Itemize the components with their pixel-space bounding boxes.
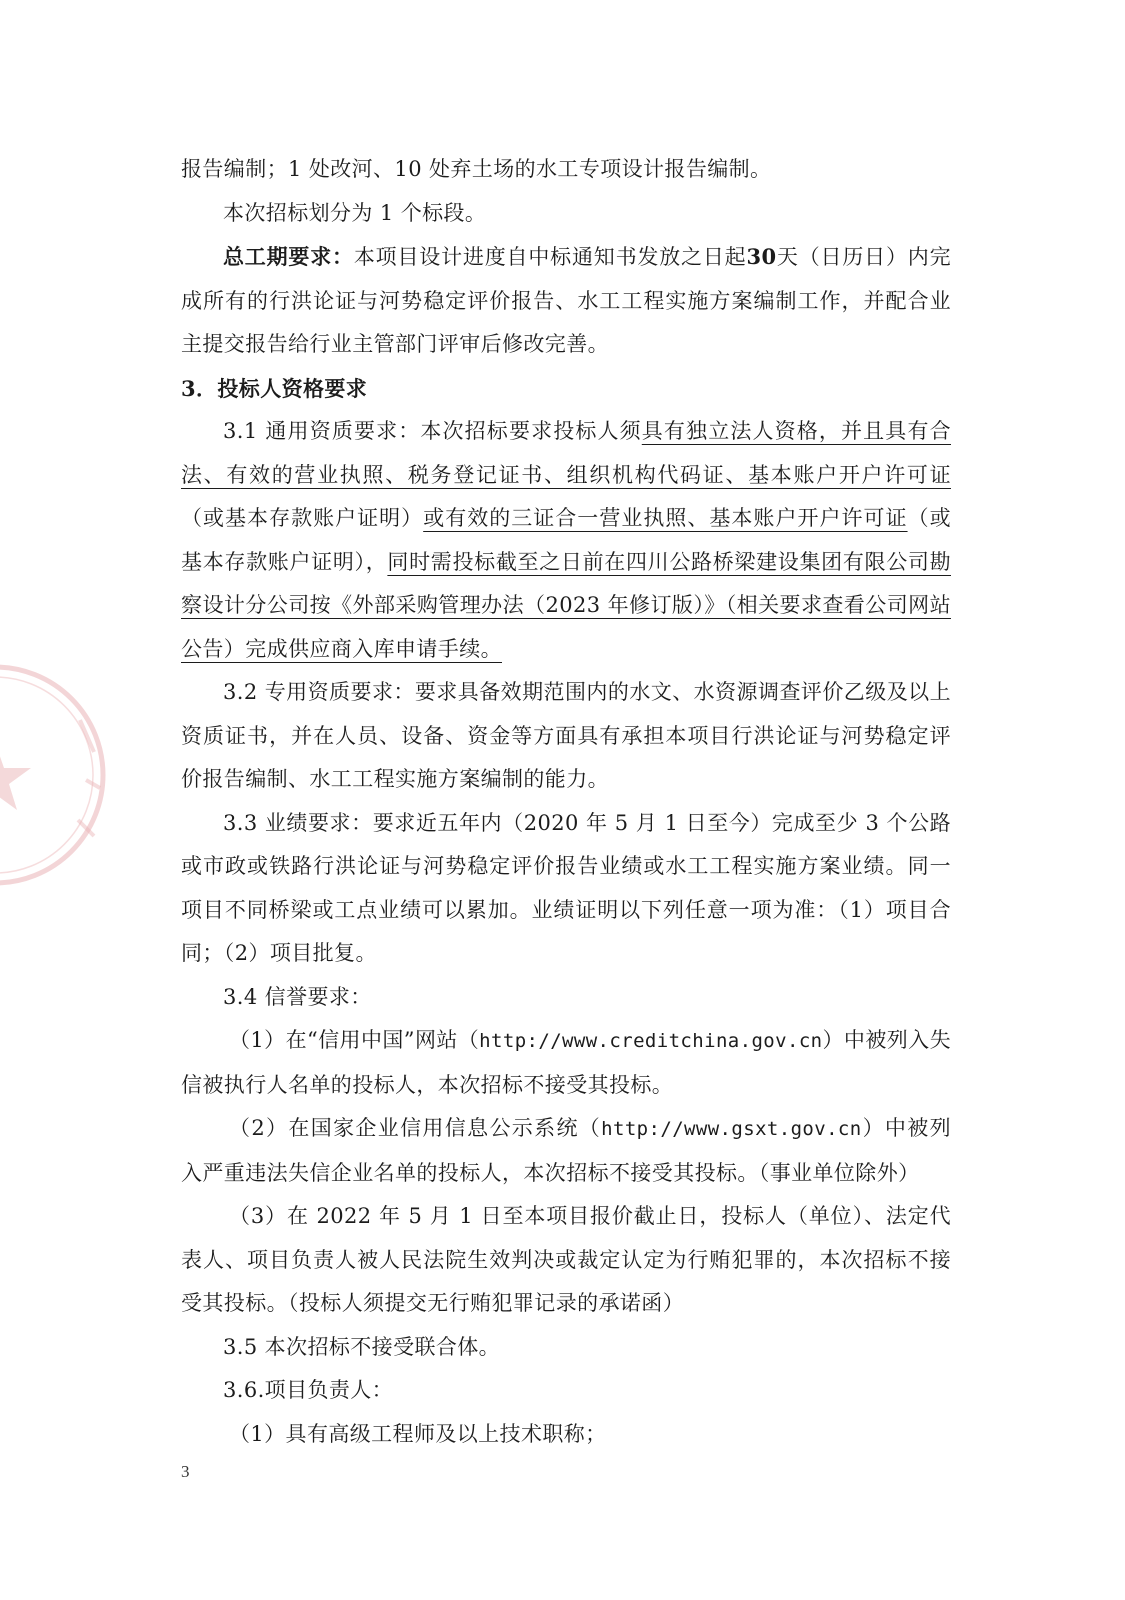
paragraph-bid-sections: 本次招标划分为 1 个标段。 [223, 200, 487, 225]
paragraph-special-qualification: 3.2 专用资质要求：要求具备效期范围内的水文、水资源调查评价乙级及以上资质证书，并在人员、设备、资金等方面具有承担本项目行洪论证与河势稳定评价报告编制、水工工程实施方案编制的能力。 [181, 680, 951, 791]
credit2-text-a: （2）在国家企业信用信息公示系统（ [229, 1116, 602, 1140]
credit1-text-a: （1）在“信用中国”网站（ [229, 1028, 480, 1052]
gsxt-url: http://www.gsxt.gov.cn [601, 1118, 862, 1140]
qual-text-e: （或基本存款账户证明）， [181, 506, 951, 574]
qual-underlined-b: 具有独立法人资格，并且具有合法、有效的营业执照、税务登记证书、组织机构代码证、基本账户开户许可证 [181, 419, 951, 487]
paragraph-project-leader: 3.6.项目负责人： [223, 1378, 394, 1402]
paragraph-project-leader-item-1: （1）具有高级工程师及以上技术职称； [229, 1421, 607, 1446]
page-number: 3 [181, 1462, 190, 1481]
paragraph-report-compilation: 报告编制；1 处改河、10 处弃土场的水工专项设计报告编制。 [181, 157, 772, 181]
qual-text-a: 3.1 通用资质要求：本次招标要求投标人须 [223, 419, 642, 443]
qual-underlined-f: 同时需投标截至之日前在四川公路桥梁建设集团有限公司勘察设计分公司按《外部采购管理办法（2023 年修订版）》（相关要求查看公司网站公告）完成供应商入库申请手续。 [181, 549, 951, 661]
qual-text-c: （或基本存款账户证明） [181, 506, 424, 530]
paragraph-credit-item-3: （3）在 2022 年 5 月 1 日至本项目报价截止日，投标人（单位）、法定代表人、项目负责人被人民法院生效判决或裁定认定为行贿犯罪的，本次招标不接受其投标。（投标人须提交无行贿犯罪记录的承诺函） [181, 1204, 951, 1315]
duration-days: 30 [746, 244, 777, 269]
creditchina-url: http://www.creditchina.gov.cn [479, 1030, 823, 1052]
credit2-text-b: ）中被列入严重违法失信企业名单的投标人，本次招标不接受其投标。（事业单位除外） [181, 1116, 951, 1185]
company-seal-stamp [0, 660, 110, 890]
duration-text-b: 天（日历日）内完成所有的行洪论证与河势稳定评价报告、水工工程实施方案编制工作，并配合业主提交报告给行业主管部门评审后修改完善。 [181, 245, 952, 356]
paragraph-performance-requirement: 3.3 业绩要求：要求近五年内（2020 年 5 月 1 日至今）完成至少 3 个公路或市政或铁路行洪论证与河势稳定评价报告业绩或水工工程实施方案业绩。同一项目不同桥梁或工点业绩可以累加。业绩证明以下列任意一项为准：（1）项目合同；（2）项目批复。 [181, 810, 951, 965]
paragraph-credit-item-2 [181, 1107, 951, 1195]
qual-underlined-d: 或有效的三证合一营业执照、基本账户开户许可证 [423, 506, 908, 530]
duration-label: 总工期要求： [223, 244, 354, 269]
paragraph-credit-item-1 [181, 1019, 951, 1107]
section-heading-qualifications: 3．投标人资格要求 [181, 375, 368, 401]
paragraph-credit-requirement: 3.4 信誉要求： [223, 984, 372, 1009]
document-body [181, 148, 951, 1456]
duration-text-a: 本项目设计进度自中标通知书发放之日起 [353, 245, 747, 269]
credit1-text-b: ）中被列入失信被执行人名单的投标人，本次招标不接受其投标。 [181, 1028, 951, 1097]
paragraph-general-qualification [181, 410, 951, 671]
paragraph-no-consortium: 3.5 本次招标不接受联合体。 [223, 1334, 501, 1359]
paragraph-total-duration [181, 235, 951, 367]
